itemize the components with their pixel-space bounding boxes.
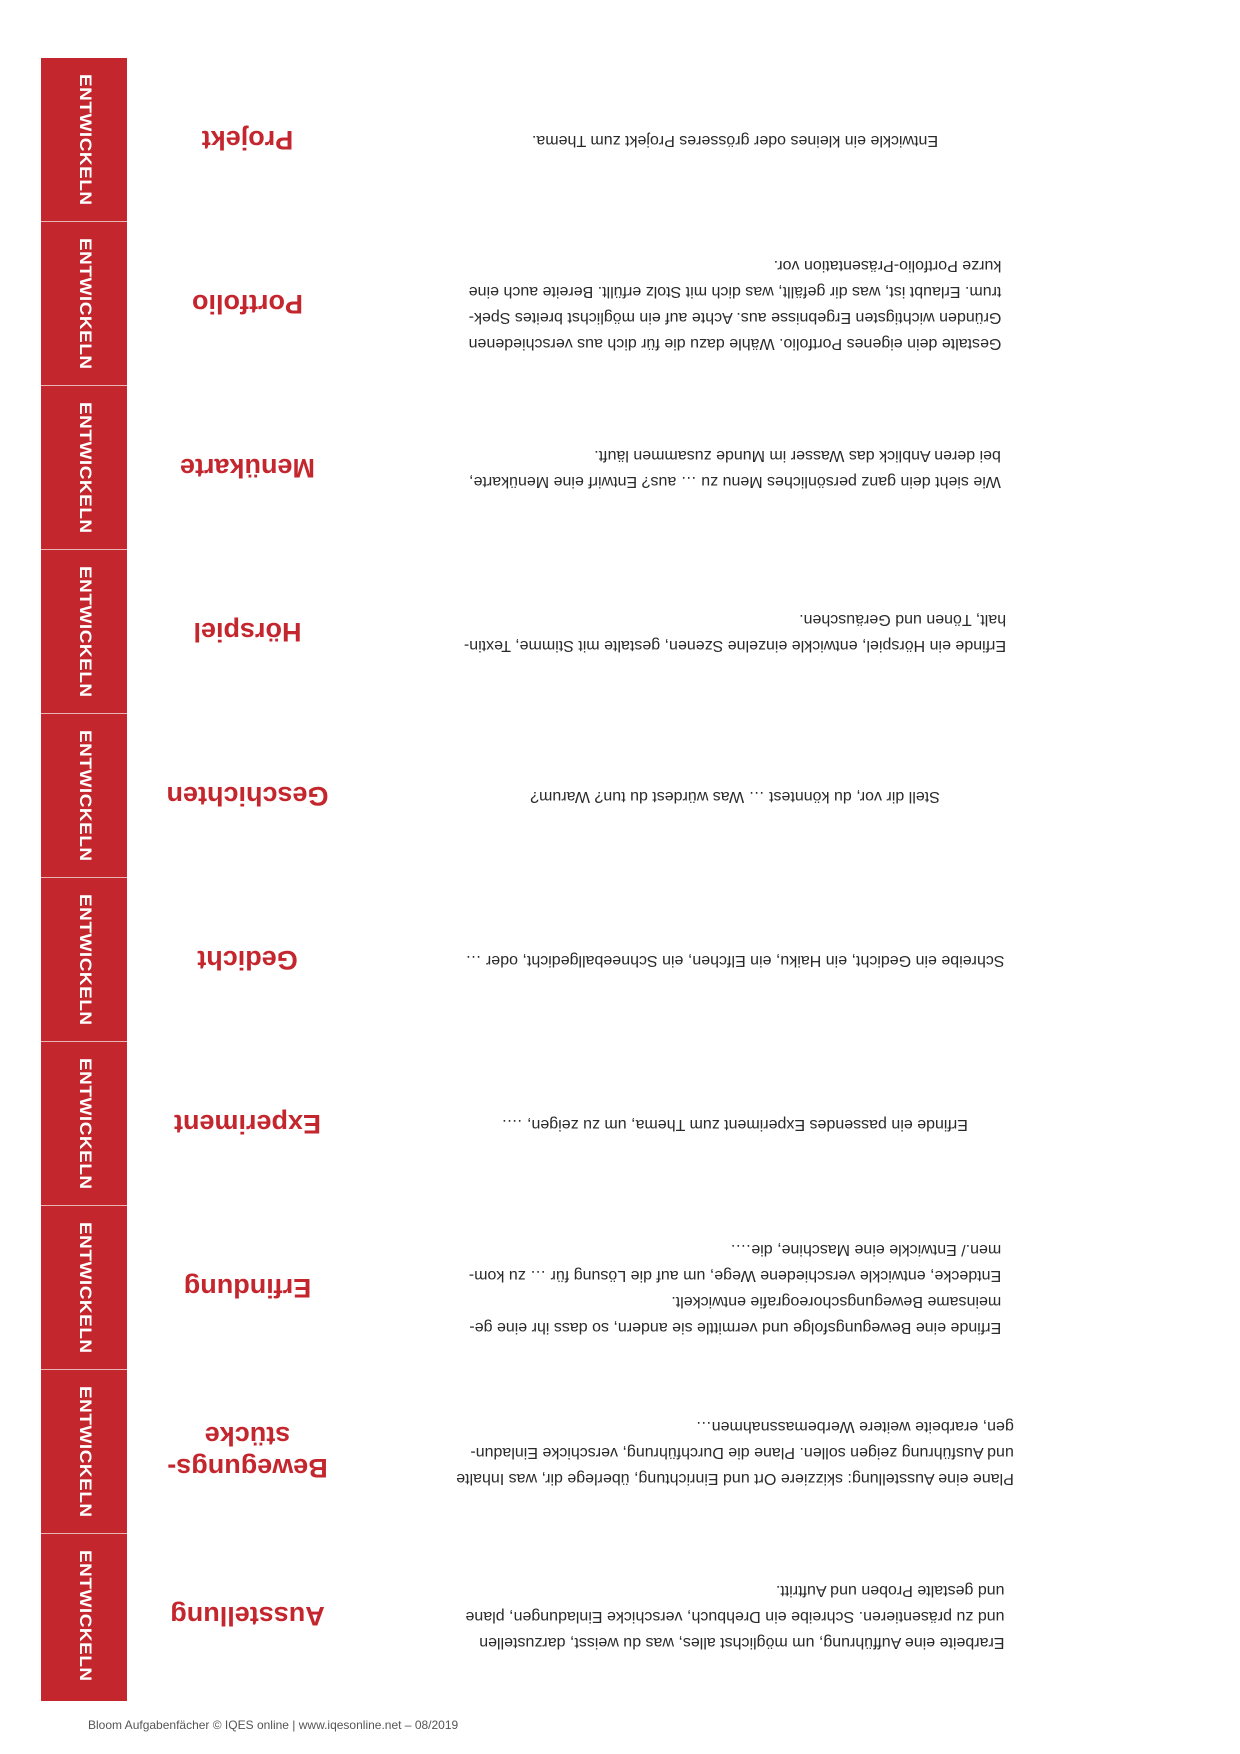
tab-label: ENTWICKELN <box>75 1057 94 1190</box>
card-text: Erarbeite eine Aufführung, um möglichst alles, was du weisst, darzustellen und zu präsentieren. Schreibe ein Drehbuch, verschicke Einladungen, plane und gestalte Proben und Auftritt. <box>465 1582 1005 1651</box>
tab-label: ENTWICKELN <box>75 401 94 534</box>
tab-label: ENTWICKELN <box>75 1549 94 1682</box>
tab-label: ENTWICKELN <box>75 565 94 698</box>
card-description <box>375 386 1095 550</box>
card-text: Entwickle ein kleines oder grösseres Projekt zum Thema. <box>531 132 939 149</box>
card-tab <box>41 878 127 1041</box>
card-row <box>0 222 1240 386</box>
card-title: Menükarte <box>179 453 316 483</box>
card-text: Wie sieht dein ganz persönliches Menu zu … aus? Entwirf eine Menükarte, bei deren Anblick das Wasser im Munde zusammen läuft. <box>469 447 1001 490</box>
card-description <box>375 550 1095 714</box>
card-tab <box>41 1534 127 1697</box>
card-row <box>0 1206 1240 1370</box>
card-title: Geschichten <box>166 781 329 811</box>
card-row <box>0 550 1240 714</box>
card-row <box>0 58 1240 222</box>
card-text: Stell dir vor, du könntest … Was würdest du tun? Warum? <box>530 788 940 805</box>
tab-label: ENTWICKELN <box>75 1221 94 1354</box>
card-description <box>375 1534 1095 1698</box>
card-tab <box>41 550 127 713</box>
tab-label: ENTWICKELN <box>75 1385 94 1518</box>
card-title: Ausstellung <box>170 1601 325 1631</box>
tab-label: ENTWICKELN <box>75 729 94 862</box>
card-description <box>375 1042 1095 1206</box>
card-title: Erfindung <box>183 1273 312 1303</box>
card-description <box>375 714 1095 878</box>
card-row <box>0 386 1240 550</box>
card-tab <box>41 222 127 385</box>
card-title: Experiment <box>173 1109 322 1139</box>
page-footer: Bloom Aufgabenfächer © IQES online | www.iqesonline.net – 08/2019 <box>88 1718 459 1732</box>
card-tab <box>41 386 127 549</box>
card-title: Portfolio <box>192 289 303 319</box>
card-row <box>0 1370 1240 1534</box>
card-description <box>375 878 1095 1042</box>
card-row <box>0 1042 1240 1206</box>
card-tab <box>41 58 127 221</box>
card-tab <box>41 1206 127 1369</box>
card-title: Bewegungs- stücke <box>167 1421 328 1483</box>
card-description <box>375 1370 1095 1534</box>
card-description <box>375 58 1095 222</box>
card-title: Hörspiel <box>193 617 302 647</box>
card-text: Gestalte dein eigenes Portfolio. Wähle dazu die für dich aus verschiedenen Gründen wichtigsten Ergebnisse aus. Achte auf ein möglichst breites Spek- trum. Erlaubt ist, was dir gefällt, was dich mit Stolz erfüllt. Bereite auch eine kurze Portfolio-Präsentation vor. <box>468 257 1002 352</box>
card-tab <box>41 714 127 877</box>
tab-label: ENTWICKELN <box>75 237 94 370</box>
tab-label: ENTWICKELN <box>75 893 94 1026</box>
tab-label: ENTWICKELN <box>75 73 94 206</box>
card-title: Gedicht <box>197 945 298 975</box>
card-text: Erfinde ein passendes Experiment zum Thema, um zu zeigen, …. <box>502 1116 968 1133</box>
card-title: Projekt <box>201 125 294 155</box>
card-text: Plane eine Ausstellung: skizziere Ort und Einrichtung, überlege dir, was Inhalte und Ausführung zeigen sollen. Plane die Durchführung, verschicke Einladun- gen, erarbeite weitere Werbemassnahmen… <box>456 1418 1014 1487</box>
card-text: Schreibe ein Gedicht, ein Haiku, ein Elfchen, ein Schneeballgedicht, oder … <box>465 952 1005 969</box>
card-tab <box>41 1042 127 1205</box>
card-text: Erfinde eine Bewegungsfolge und vermittle sie andern, so dass ihr eine ge- meinsame Bewegungschoreografie entwickelt. Entdecke, entwickle verschiedene Wege, um auf die Lösung für … zu kom- men./ Entwickle eine Maschine, die…. <box>468 1241 1002 1336</box>
card-description <box>375 1206 1095 1370</box>
card-row <box>0 714 1240 878</box>
card-text: Erfinde ein Hörspiel, entwickle einzelne Szenen, gestalte mit Stimme, Textin- halt, Tönen und Geräuschen. <box>463 611 1007 654</box>
card-row <box>0 878 1240 1042</box>
card-row <box>0 1534 1240 1698</box>
card-tab <box>41 1370 127 1533</box>
card-description <box>375 222 1095 386</box>
